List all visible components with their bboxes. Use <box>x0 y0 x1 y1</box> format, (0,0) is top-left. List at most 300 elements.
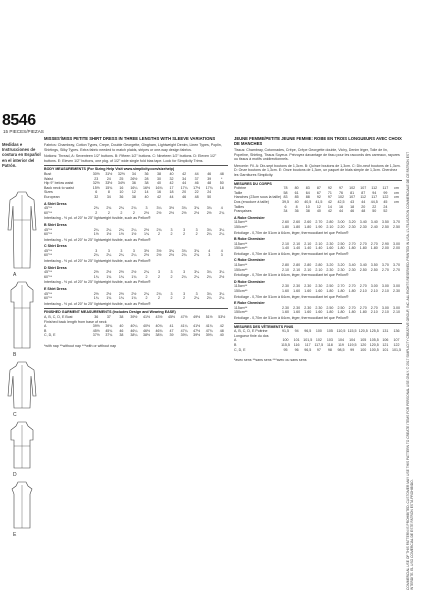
table-cell: 2¾ <box>219 210 225 215</box>
row-label: 45"** <box>44 206 53 211</box>
row-label: Hanches (23cm sous la taille) <box>234 195 282 200</box>
table-cell: 46 <box>194 181 199 186</box>
table-cell: 48 <box>194 194 199 199</box>
table-cell: 3.40 <box>359 220 367 225</box>
table-cell: 39 <box>207 176 212 181</box>
row-label: A, B, C, D, E Poitrine <box>234 329 268 334</box>
table-cell: 2¼ <box>93 227 99 232</box>
table-cell: 2.30 <box>315 305 323 310</box>
table-cell: 43½ <box>155 315 163 319</box>
fr-finished-table <box>234 329 402 352</box>
row-label: 60"** <box>44 253 53 258</box>
table-cell: 1.40 <box>304 246 312 251</box>
table-cell: 1¾ <box>131 274 137 279</box>
divider <box>44 165 228 166</box>
table-cell: 2.10 <box>293 267 301 272</box>
table-cell: 39,5 <box>282 199 290 204</box>
table-cell: 118 <box>327 342 333 347</box>
table-cell: 3.00 <box>392 284 400 289</box>
table-cell: 117 <box>382 186 389 191</box>
table-cell: 76 <box>339 190 344 195</box>
table-cell: 45½ <box>168 315 176 319</box>
row-label: 115cm** <box>234 220 248 225</box>
table-row <box>44 253 228 258</box>
table-cell: 2.10 <box>381 289 389 294</box>
pattern-number: 8546 <box>2 112 36 129</box>
table-cell: 31½ <box>105 171 113 176</box>
table-cell: 104 <box>338 338 345 343</box>
table-cell: 2½ <box>194 210 200 215</box>
row-label: 45"** <box>44 227 53 232</box>
divider <box>44 308 228 309</box>
table-cell: 1.60 <box>304 310 312 315</box>
table-cell: 122 <box>393 342 400 347</box>
table-cell: 38 <box>144 181 149 186</box>
table-cell: 16 <box>339 204 344 209</box>
table-cell: 2.70 <box>381 267 389 272</box>
table-cell: 15½ <box>92 185 100 190</box>
fr-notions: Mercerie: Fil. A: Dix-sept boutons de 1,3cm. B: Quinze boutons de 1,3cm. C: Dix-neuf boutons de 1,3cm. D: Onze boutons de 1,3cm. E: Onze boutons de 1,3cm, un paquet de biais simple de 1,3cm. Cherchez les Garnitures Simplicity. <box>234 163 401 177</box>
table-cell: 16½ <box>142 185 150 190</box>
table-cell: 94 <box>372 190 377 195</box>
row-label: 115cm** <box>234 305 248 310</box>
table-cell: 3¾ <box>169 248 175 253</box>
table-cell: 2½ <box>169 210 175 215</box>
row-label: 150cm** <box>234 224 248 229</box>
row-values <box>90 211 228 216</box>
table-cell: 2.90 <box>381 241 389 246</box>
interfacing-note: Interfacing - ½ yd. of 20" to 25" lightweight fusible, such as Pellon® <box>44 237 151 242</box>
table-cell: 2.80 <box>315 263 323 268</box>
table-cell: 3.00 <box>392 305 400 310</box>
table-cell: 49½ <box>193 315 201 319</box>
table-cell: 48 <box>207 181 212 186</box>
table-cell: 42 <box>157 194 161 199</box>
table-cell: 3 <box>95 248 98 253</box>
table-cell: 40 <box>316 209 321 214</box>
table-cell: 3 <box>107 248 110 253</box>
row-label: C, D, E <box>44 333 56 338</box>
table-cell: 2¼ <box>118 253 124 258</box>
table-cell: 37½ <box>92 333 100 338</box>
table-cell: 2½ <box>143 253 149 258</box>
table-cell: 2½ <box>143 210 149 215</box>
table-cell: 1.80 <box>370 246 378 251</box>
table-cell: cm <box>394 199 399 204</box>
table-cell: 98,5 <box>337 347 345 352</box>
table-cell: 2¼ <box>194 274 200 279</box>
table-cell: 37 <box>194 176 199 181</box>
table-cell: 2¼ <box>206 296 212 301</box>
divider <box>234 180 402 181</box>
table-cell: 119 <box>338 342 344 347</box>
table-cell: 2¾ <box>118 206 124 211</box>
table-cell: 122 <box>382 195 389 200</box>
row-label: B <box>234 342 237 347</box>
row-values <box>280 209 402 214</box>
view-sketch-c <box>6 360 38 410</box>
row-label: Tailles <box>234 204 244 209</box>
table-cell: 3 <box>183 227 186 232</box>
table-cell: 2.70 <box>348 284 356 289</box>
table-cell: 2 <box>158 296 160 301</box>
table-cell: 2.10 <box>370 289 378 294</box>
row-values <box>90 253 228 258</box>
table-cell: 81 <box>350 190 355 195</box>
row-label: C, D, E <box>234 347 246 352</box>
table-cell: 3¾ <box>194 206 200 211</box>
table-cell: 2.70 <box>348 305 356 310</box>
table-cell: 40 <box>169 171 174 176</box>
table-cell: 2¾ <box>143 291 149 296</box>
table-cell: 1.80 <box>326 310 334 315</box>
table-cell: 48 <box>219 328 224 333</box>
table-cell: 3¼ <box>194 270 200 275</box>
table-cell: 51½ <box>205 315 213 319</box>
table-cell: 3½ <box>143 248 149 253</box>
table-cell: 3.00 <box>337 220 345 225</box>
table-cell: 3.00 <box>370 284 378 289</box>
table-cell: 1.80 <box>337 246 345 251</box>
table-cell: 1¾ <box>118 296 124 301</box>
table-cell: 2.30 <box>293 305 301 310</box>
copyright-text: COMMERCIAL USE OF THIS PATTERN IS PROHIBITED. CUSTOMER MAY USE THIS PATTERN TO CREATE ITEMS FOR PERSONAL USE ONLY. © 2017 SIMPLICITY CREATIVE GROUP, INC. ALL RIGHTS RESERVED. PRINTED IN USA. L'UTILISATION COMMERCIALE DE CE PATRON EST INTERDITE. EL USO COMERCIAL DE ESTE PATRÓN ESTÁ PROHIBIDO. <box>406 151 415 590</box>
table-cell: 2.70 <box>359 241 367 246</box>
table-cell: 1.80 <box>304 224 312 229</box>
pieces-count: 15 PIECES/PIEZAS <box>3 129 44 134</box>
view-section-title: E Robe Chemisier <box>234 301 265 306</box>
table-cell: 2.30 <box>293 284 301 289</box>
table-cell: 44,5 <box>370 199 378 204</box>
table-cell: 2.10 <box>326 224 334 229</box>
table-row <box>234 268 402 273</box>
table-cell: 2.00 <box>392 246 400 251</box>
table-cell: 1½ <box>131 232 137 237</box>
row-values <box>90 296 228 301</box>
table-row <box>44 275 228 280</box>
table-cell: 2.50 <box>392 224 400 229</box>
table-cell: 2.70 <box>348 241 356 246</box>
row-label: Longueur finie du dos <box>234 333 269 338</box>
table-cell: 92 <box>316 195 321 200</box>
table-cell: 39¾ <box>105 324 113 329</box>
table-cell: 3.70 <box>392 220 400 225</box>
table-cell: 53½ <box>218 315 226 319</box>
table-cell: 1.80 <box>348 289 356 294</box>
row-label: 45"** <box>44 248 53 253</box>
table-cell: 83 <box>283 195 288 200</box>
table-cell: 46¼ <box>130 328 138 333</box>
table-cell: 67 <box>316 190 321 195</box>
table-cell: 85 <box>294 195 299 200</box>
table-cell: cm <box>394 190 399 195</box>
table-cell: 1.80 <box>359 310 367 315</box>
table-cell: 34 <box>283 209 288 214</box>
table-cell: 2 <box>183 232 186 237</box>
en-body-table <box>44 172 228 200</box>
row-values <box>90 333 228 338</box>
table-cell: 1.80 <box>348 246 356 251</box>
row-label: Françaises <box>234 209 252 214</box>
table-cell: 2.50 <box>337 241 345 246</box>
table-cell: 102 <box>349 186 356 191</box>
table-cell: 3 <box>120 248 123 253</box>
dress-sketch-a-icon <box>6 190 38 270</box>
interfacing-note: Entoilage - 0,70m de 51cm à 64cm, léger, thermocollant tel que Pellon® <box>234 316 349 320</box>
table-cell: 50 <box>219 181 224 186</box>
table-cell: 38¼ <box>130 333 138 338</box>
table-cell: 3 <box>195 291 198 296</box>
table-cell: 38 <box>131 194 136 199</box>
table-cell: 1¾ <box>106 296 112 301</box>
table-cell: 102 <box>338 195 345 200</box>
table-cell: 38 <box>119 333 124 338</box>
table-row <box>234 310 402 315</box>
table-cell: 3¼ <box>219 291 225 296</box>
table-cell: 1.80 <box>359 246 367 251</box>
table-cell: 2¾ <box>194 253 200 258</box>
table-cell: 2.10 <box>370 310 378 315</box>
row-values <box>280 310 402 315</box>
table-cell: 3¼ <box>206 227 212 232</box>
table-cell: 30 <box>157 176 161 181</box>
table-cell: 18 <box>169 190 174 195</box>
table-cell: 2.50 <box>370 267 378 272</box>
view-section-title: D Robe Chemisier <box>234 279 265 284</box>
table-cell: 117,5 <box>314 342 324 347</box>
table-cell: 40 <box>294 199 299 204</box>
table-cell: 39¾ <box>205 333 213 338</box>
table-row <box>234 225 402 230</box>
fr-yardage-sections <box>234 216 402 321</box>
table-cell: 25 <box>119 176 124 181</box>
table-row <box>44 195 228 200</box>
table-cell: 1.60 <box>315 289 323 294</box>
table-cell: 100,5 <box>369 347 379 352</box>
table-cell: 2.10 <box>282 241 290 246</box>
fr-footnote: *avec sens **sans sens ***avec ou sans sens <box>234 358 307 363</box>
row-label: 150cm** <box>234 246 248 251</box>
table-cell: 44 <box>339 209 344 214</box>
table-cell: 2.70 <box>392 267 400 272</box>
table-cell: 97 <box>316 347 321 352</box>
table-cell: 3.50 <box>381 220 389 225</box>
table-cell: 97 <box>339 186 344 191</box>
interfacing-note: Interfacing - ½ yd. of 20" to 25" lightweight fusible, such as Pellon® <box>44 280 151 285</box>
table-cell: 1.80 <box>326 289 334 294</box>
table-cell: 2.70 <box>359 284 367 289</box>
row-values <box>280 246 402 251</box>
table-cell: 36 <box>119 194 124 199</box>
table-cell: 1.90 <box>315 224 323 229</box>
table-cell: 38 <box>157 171 161 176</box>
row-label: Back neck to waist <box>44 185 74 190</box>
row-label: Sizes <box>44 190 53 195</box>
table-row <box>44 232 228 237</box>
row-label: Dos (encolure à taille) <box>234 199 269 204</box>
table-cell: 87 <box>316 186 321 191</box>
row-values <box>90 195 228 200</box>
table-cell: 46 <box>119 328 124 333</box>
table-cell: 47 <box>169 328 174 333</box>
table-cell: 2½ <box>118 291 124 296</box>
table-cell: 99 <box>383 190 388 195</box>
table-cell: 45¾ <box>105 328 113 333</box>
table-cell: 40,5 <box>304 199 312 204</box>
table-cell: 42 <box>327 209 332 214</box>
table-cell: 14 <box>327 204 332 209</box>
fr-title: JEUNE FEMME/PETITE JEUNE FEMME: ROBE EN TROIS LONGUEURS AVEC CHOIX DE MANCHES <box>234 136 402 146</box>
table-row <box>234 246 402 251</box>
table-row <box>234 348 402 353</box>
view-section-title: C Robe Chemisier <box>234 258 265 263</box>
table-cell: 3.00 <box>381 305 389 310</box>
french-column <box>234 136 402 363</box>
row-label: B <box>44 328 47 333</box>
table-cell: 100 <box>315 329 322 334</box>
table-cell: 26½ <box>130 176 138 181</box>
table-cell: 102 <box>315 338 322 343</box>
table-cell: 120,5 <box>358 329 368 334</box>
table-cell: 2 <box>183 296 186 301</box>
table-cell: 110,5 <box>336 329 346 334</box>
table-cell: 3 <box>170 227 173 232</box>
table-row <box>234 289 402 294</box>
table-cell: 112 <box>360 195 367 200</box>
fr-body-table <box>234 186 402 214</box>
table-cell: 6 <box>95 190 98 195</box>
table-cell: 2.70 <box>370 241 378 246</box>
table-cell: 24 <box>207 190 212 195</box>
table-row <box>44 211 228 216</box>
table-cell: 34 <box>106 194 111 199</box>
table-cell: 2¾ <box>131 206 137 211</box>
table-cell: 2½ <box>143 227 149 232</box>
table-cell: 1¾ <box>131 296 137 301</box>
table-cell: 37¾ <box>105 333 113 338</box>
table-cell: 3 <box>220 253 223 258</box>
table-cell: 1.40 <box>293 246 301 251</box>
table-cell: 2½ <box>131 291 137 296</box>
table-cell: 64 <box>305 190 310 195</box>
row-label: Poitrine <box>234 186 247 191</box>
en-notions: Notions: Thread, A: Seventeen 1/2" buttons. B: Fifteen 1/2" buttons. C: Nineteen 1/2" buttons. D: Eleven 1/2" buttons. E: Eleven 1/2" buttons, one pkg. of 1/2" wide single fold bias tape. Look for Simplicity Trims. <box>44 154 217 163</box>
table-cell: 17½ <box>193 185 201 190</box>
table-cell: 42 <box>327 199 332 204</box>
table-cell: 3½ <box>156 248 162 253</box>
table-cell: 41 <box>169 324 174 329</box>
table-cell: 16 <box>157 190 161 195</box>
table-cell: 1.80 <box>337 310 345 315</box>
table-cell: 44 <box>194 171 199 176</box>
table-cell: 3¼ <box>206 270 212 275</box>
table-cell: 46½ <box>142 328 150 333</box>
table-cell: 92 <box>327 186 332 191</box>
table-cell: 96 <box>294 347 299 352</box>
row-values <box>90 275 228 280</box>
table-cell: 1.40 <box>315 246 323 251</box>
table-cell: 3¾ <box>206 206 212 211</box>
table-cell: 12 <box>131 190 136 195</box>
table-cell: 3 <box>195 227 198 232</box>
row-label: European <box>44 194 60 199</box>
view-sketch-a <box>6 190 38 270</box>
view-section-title: A Robe Chemisier <box>234 215 265 220</box>
table-cell: 47½ <box>193 328 201 333</box>
en-footnote: *with nap **without nap ***with or without nap <box>44 343 117 348</box>
table-cell: 101,5 <box>391 347 401 352</box>
interfacing-note: Entoilage - 0,70m de 51cm à 64cm, léger, thermocollant tel que Pellon® <box>234 294 349 299</box>
table-cell: 80 <box>294 186 299 191</box>
table-cell: 2.10 <box>315 241 323 246</box>
left-gutter <box>0 0 44 600</box>
row-label: A <box>44 324 47 329</box>
row-label: Taille <box>234 190 243 195</box>
table-cell: 2½ <box>106 270 112 275</box>
table-cell: 2 <box>158 232 160 237</box>
row-label: 60"** <box>44 274 53 279</box>
table-cell: cm <box>394 186 399 191</box>
table-cell: 2.10 <box>293 241 301 246</box>
table-cell: 2.80 <box>304 263 312 268</box>
table-cell: 38½ <box>142 333 150 338</box>
row-label: A <box>234 338 237 343</box>
table-cell: 94 <box>294 329 299 334</box>
table-cell: 103 <box>326 338 333 343</box>
table-cell: 47¾ <box>205 328 213 333</box>
row-label: Bust <box>44 171 52 176</box>
interfacing-note: Interfacing - ½ yd. of 20" to 25" lightweight fusible, such as Pellon® <box>44 301 151 306</box>
table-cell: 42 <box>182 171 187 176</box>
table-cell: 46¾ <box>155 328 163 333</box>
table-cell: 50 <box>372 209 377 214</box>
row-label: 115cm** <box>234 284 248 289</box>
table-cell: 107 <box>349 195 356 200</box>
table-cell: 3.00 <box>381 284 389 289</box>
table-cell: 16 <box>119 185 124 190</box>
table-cell: 2.10 <box>381 310 389 315</box>
table-cell: 2.30 <box>304 305 312 310</box>
table-cell: 40¾ <box>155 324 163 329</box>
table-cell: 38 <box>305 209 310 214</box>
table-cell: 3.20 <box>326 263 334 268</box>
row-label: A, B, C, D, E Bust <box>44 315 73 319</box>
table-cell: 10 <box>119 190 124 195</box>
table-cell: 2¼ <box>219 232 225 237</box>
table-cell: 39½ <box>130 315 138 319</box>
table-cell: 1.80 <box>348 310 356 315</box>
view-label-a: A <box>13 272 17 278</box>
table-cell: 2½ <box>181 210 187 215</box>
table-cell: 2.30 <box>326 241 334 246</box>
row-label: 115cm** <box>234 241 248 246</box>
row-label: 45"** <box>44 270 53 275</box>
table-cell: 36 <box>294 209 299 214</box>
table-cell: 2¼ <box>131 253 137 258</box>
table-cell: 58 <box>283 190 288 195</box>
table-cell: 32 <box>94 194 99 199</box>
table-cell: 2¾ <box>143 270 149 275</box>
table-cell: 2½ <box>118 270 124 275</box>
table-cell: 120,5 <box>369 342 379 347</box>
table-cell: 39½ <box>193 333 201 338</box>
table-cell: 2¼ <box>219 296 225 301</box>
en-fabrics: Fabrics: Chambray, Cotton Types, Crepe, Double Georgette, Gingham, Lightweight Denim, Linen Types, Poplin, Shirtings, Silky Types. Extra fabric needed to match plaids, stripes or one-way design fabrics. <box>44 143 222 152</box>
table-cell: 2.50 <box>326 305 334 310</box>
table-cell: 97 <box>327 195 332 200</box>
table-cell: 41½ <box>142 315 150 319</box>
spanish-note-text: Medidas e Instrucciones de costura en Español en el interior del Patrón. <box>2 142 41 168</box>
